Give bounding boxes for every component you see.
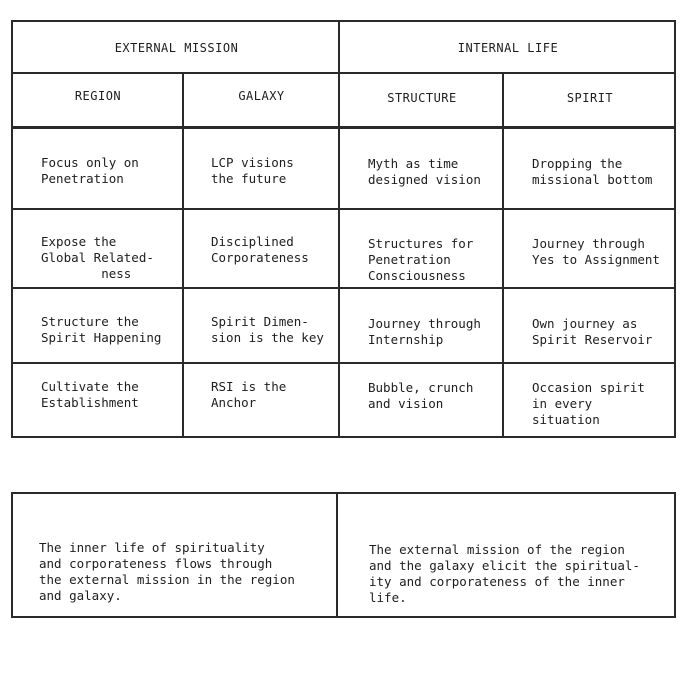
column-header-region: REGION [74, 89, 122, 103]
summary-right: The external mission of the region and the galaxy elicit the spiritual- ity and corporateness of the inner life. [369, 542, 640, 605]
table-cell: Structures for Penetration Consciousness [368, 236, 474, 283]
table-cell: Journey through Yes to Assignment [532, 236, 660, 267]
divider [13, 208, 674, 210]
table-cell: Occasion spirit in every situation [532, 380, 645, 427]
divider [13, 287, 674, 289]
table-cell: Own journey as Spirit Reservoir [532, 316, 653, 347]
table-cell: RSI is the Anchor [211, 379, 287, 410]
divider [338, 22, 340, 436]
divider [336, 494, 338, 616]
group-header-internal-life: INTERNAL LIFE [457, 41, 559, 55]
divider [13, 126, 674, 129]
divider [13, 72, 674, 74]
table-cell: LCP visions the future [211, 155, 294, 186]
table-cell: Dropping the missional bottom [532, 156, 653, 187]
table-cell: Bubble, crunch and vision [368, 380, 474, 411]
table-cell: Myth as time designed vision [368, 156, 481, 187]
column-header-galaxy: GALAXY [238, 89, 285, 103]
column-header-spirit: SPIRIT [566, 91, 614, 105]
group-header-external-mission: EXTERNAL MISSION [114, 41, 239, 55]
table-cell: Expose the Global Related- ness [41, 234, 154, 281]
summary-table [11, 492, 676, 618]
table-cell: Focus only on Penetration [41, 155, 139, 186]
column-header-structure: STRUCTURE [387, 91, 457, 105]
summary-left: The inner life of spirituality and corporateness flows through the external mission in the region and galaxy. [39, 540, 295, 603]
table-cell: Spirit Dimen- sion is the key [211, 314, 324, 345]
table-cell: Disciplined Corporateness [211, 234, 309, 265]
table-cell: Structure the Spirit Happening [41, 314, 162, 345]
divider [13, 362, 674, 364]
table-cell: Journey through Internship [368, 316, 481, 347]
mission-life-table [11, 20, 676, 438]
table-cell: Cultivate the Establishment [41, 379, 139, 410]
